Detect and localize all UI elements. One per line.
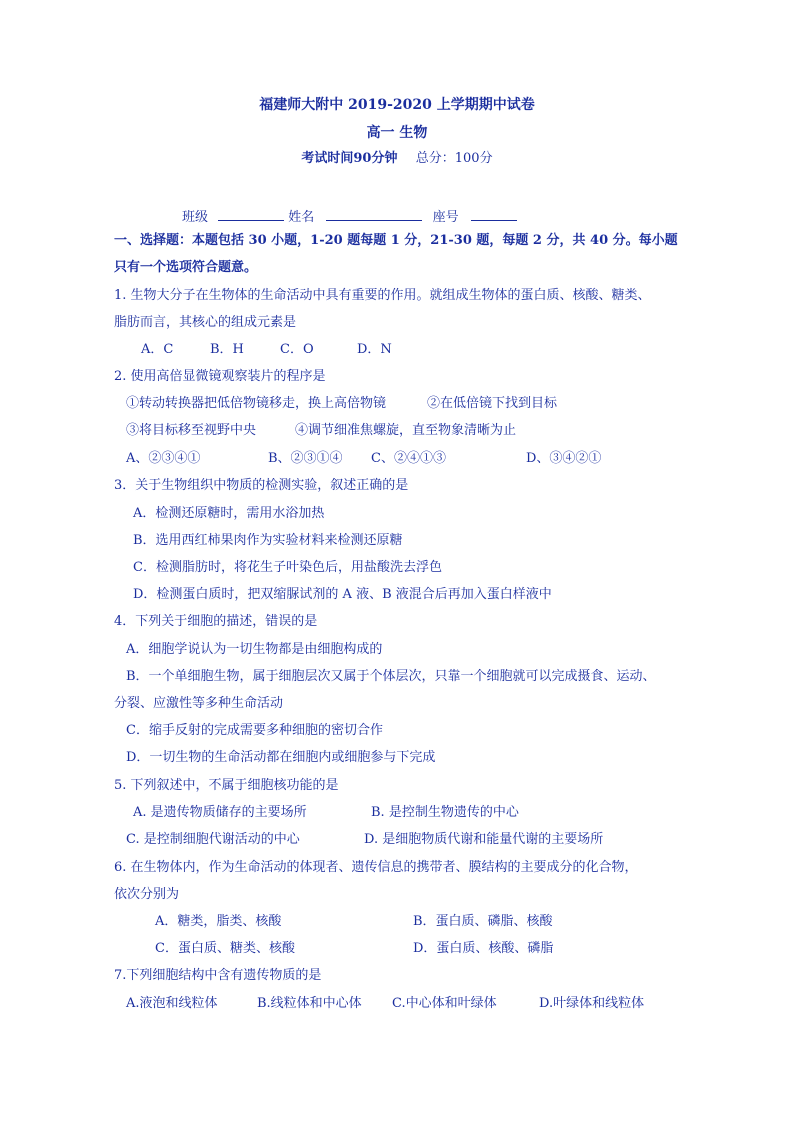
exam-meta xyxy=(0,150,794,168)
q1-option-b[interactable]: B．H xyxy=(210,342,244,357)
exam-title: 福建师大附中 2019-2020 上学期期中试卷 xyxy=(259,97,535,113)
q3-stem: 3．关于生物组织中物质的检测实验，叙述正确的是 xyxy=(114,478,409,493)
class-label: 班级 xyxy=(182,210,209,225)
q2-option-b[interactable]: B、②③①④ xyxy=(268,451,343,466)
q3-option-c[interactable]: C．检测脂肪时，将花生子叶染色后，用盐酸洗去浮色 xyxy=(133,560,442,575)
name-label: 姓名 xyxy=(288,210,315,225)
q4-option-b-line2: 分裂、应激性等多种生命活动 xyxy=(114,696,284,711)
q6-option-b[interactable]: B．蛋白质、磷脂、核酸 xyxy=(413,914,553,929)
q3-option-d[interactable]: D．检测蛋白质时，把双缩脲试剂的 A 液、B 液混合后再加入蛋白样液中 xyxy=(133,587,552,602)
q5-option-a[interactable]: A. 是遗传物质储存的主要场所 xyxy=(133,805,307,820)
q1-option-a[interactable]: A．C xyxy=(141,342,174,357)
q2-option-c[interactable]: C、②④①③ xyxy=(371,451,446,466)
q6-option-d[interactable]: D．蛋白质、核酸、磷脂 xyxy=(413,941,554,956)
q2-option-d[interactable]: D、③④②① xyxy=(526,451,602,466)
q7-option-c[interactable]: C.中心体和叶绿体 xyxy=(392,996,497,1011)
q1-stem-line1: 1. 生物大分子在生物体的生命活动中具有重要的作用。就组成生物体的蛋白质、核酸、糖类、 xyxy=(114,288,651,303)
exam-time: 考试时间90分钟 xyxy=(301,151,398,166)
seat-label: 座号 xyxy=(432,210,459,225)
q6-stem-line2: 依次分别为 xyxy=(114,887,180,902)
q4-option-a[interactable]: A．细胞学说认为一切生物都是由细胞构成的 xyxy=(126,642,383,657)
section-instructions-line1: 一、选择题：本题包括 30 小题，1-20 题每题 1 分，21-30 题，每题 2 分，共 40 分。每小题 xyxy=(114,233,678,248)
q5-option-b[interactable]: B. 是控制生物遗传的中心 xyxy=(371,805,519,820)
q5-option-c[interactable]: C. 是控制细胞代谢活动的中心 xyxy=(126,832,300,847)
q5-stem: 5. 下列叙述中，不属于细胞核功能的是 xyxy=(114,778,339,793)
q6-stem-line1: 6. 在生物体内，作为生命活动的体现者、遗传信息的携带者、膜结构的主要成分的化合物， xyxy=(114,860,638,875)
q4-stem: 4．下列关于细胞的描述，错误的是 xyxy=(114,614,318,629)
q5-option-d[interactable]: D. 是细胞物质代谢和能量代谢的主要场所 xyxy=(364,832,604,847)
q7-option-d[interactable]: D.叶绿体和线粒体 xyxy=(539,996,645,1011)
q3-option-a[interactable]: A．检测还原糖时，需用水浴加热 xyxy=(133,506,325,521)
q2-step-2: ②在低倍镜下找到目标 xyxy=(427,396,558,411)
q1-stem-line2: 脂肪而言，其核心的组成元素是 xyxy=(114,315,297,330)
q7-stem: 7.下列细胞结构中含有遗传物质的是 xyxy=(114,968,322,983)
name-blank[interactable] xyxy=(326,206,422,221)
grade-subject: 高一 生物 xyxy=(366,125,428,141)
q6-option-a[interactable]: A．糖类，脂类、核酸 xyxy=(155,914,282,929)
q3-option-b[interactable]: B．选用西红柿果肉作为实验材料来检测还原糖 xyxy=(133,533,403,548)
q4-option-b-line1[interactable]: B．一个单细胞生物，属于细胞层次又属于个体层次，只靠一个细胞就可以完成摄食、运动、 xyxy=(126,669,656,684)
seat-blank[interactable] xyxy=(471,206,517,221)
q1-option-c[interactable]: C．O xyxy=(280,342,314,357)
q7-option-a[interactable]: A.液泡和线粒体 xyxy=(126,996,218,1011)
q2-step-4: ④调节细准焦螺旋，直至物象清晰为止 xyxy=(295,423,517,438)
q4-option-d[interactable]: D．一切生物的生命活动都在细胞内或细胞参与下完成 xyxy=(126,750,436,765)
total-score: 总分：100分 xyxy=(415,151,493,166)
student-info xyxy=(182,206,517,227)
q4-option-c[interactable]: C．缩手反射的完成需要多种细胞的密切合作 xyxy=(126,723,383,738)
q2-step-3: ③将目标移至视野中央 xyxy=(126,423,257,438)
q7-option-b[interactable]: B.线粒体和中心体 xyxy=(257,996,362,1011)
q2-step-1: ①转动转换器把低倍物镜移走，换上高倍物镜 xyxy=(126,396,387,411)
section-instructions-line2: 只有一个选项符合题意。 xyxy=(114,260,258,275)
q2-option-a[interactable]: A、②③④① xyxy=(126,451,201,466)
class-blank[interactable] xyxy=(218,206,284,221)
q6-option-c[interactable]: C．蛋白质、糖类、核酸 xyxy=(155,941,295,956)
q2-stem: 2. 使用高倍显微镜观察装片的程序是 xyxy=(114,369,326,384)
q1-option-d[interactable]: D．N xyxy=(357,342,392,357)
